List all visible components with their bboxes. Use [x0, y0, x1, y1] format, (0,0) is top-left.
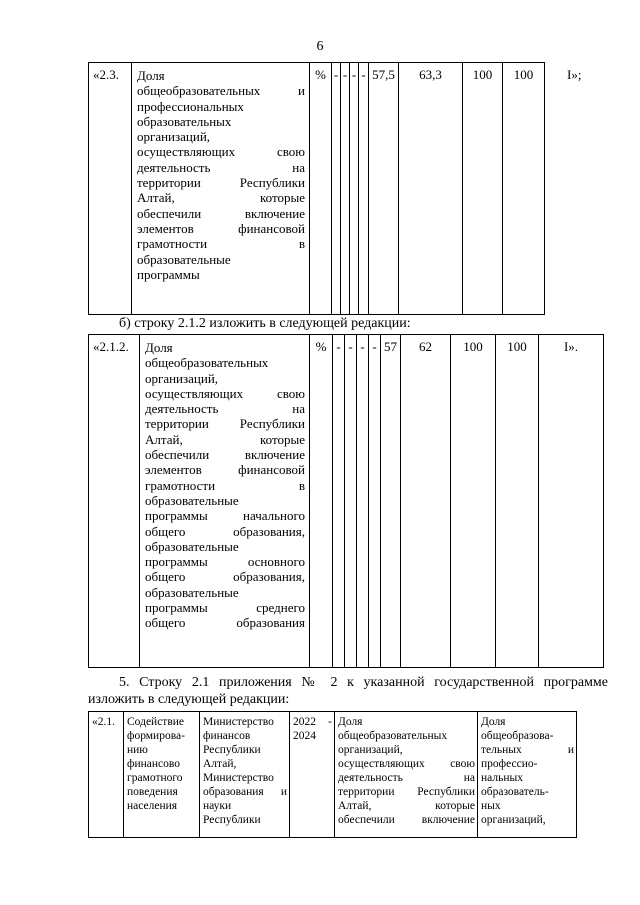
text-line: Доля	[137, 68, 165, 83]
text-line: Министерство	[203, 716, 274, 728]
text-line: элементов финансовой	[137, 220, 305, 236]
text-line: организаций,	[481, 814, 546, 826]
value-cell: 57,5	[369, 63, 399, 315]
text-line: осуществляющих свою	[137, 144, 305, 160]
indicator-description	[132, 63, 310, 315]
text-line: грамотности в	[137, 236, 305, 252]
paragraph-5-line-1: 5. Строку 2.1 приложения № 2 к указанной государственной программе	[119, 675, 608, 690]
text-line: обеспечили включение	[338, 814, 475, 826]
text-line: формирова-	[127, 730, 185, 742]
unit-cell: %	[310, 335, 333, 668]
text-line: Доля	[145, 340, 173, 355]
text-line: элементов финансовой	[145, 462, 305, 478]
value-cell: I»;	[545, 63, 604, 315]
text-line: профессиональных	[137, 98, 244, 114]
text-line: общего образования,	[145, 523, 305, 539]
implementation-period	[290, 712, 335, 838]
text-line: деятельность на	[338, 772, 475, 784]
dash-cell: -	[357, 335, 369, 668]
text-line: 2024	[293, 730, 316, 742]
indicator-description	[140, 335, 310, 668]
text-line: профессио-	[481, 758, 538, 770]
row-number: «2.3.	[89, 63, 132, 315]
dash-cell: -	[359, 63, 369, 315]
text-line: образовательные	[145, 538, 239, 554]
text-line: программы основного	[145, 554, 305, 570]
unit-cell: %	[310, 63, 332, 315]
text-line: организаций,	[137, 129, 211, 145]
text-line: общеобразовательных	[145, 355, 269, 371]
program-table-row-2-1	[88, 711, 577, 838]
text-line: нальных	[481, 772, 523, 784]
value-cell: 57	[381, 335, 401, 668]
text-line: организаций,	[145, 370, 219, 386]
text-line: нию	[127, 744, 148, 756]
text-line: грамотности в	[145, 477, 305, 493]
value-cell: 62	[401, 335, 451, 668]
text-line: программы среднего	[145, 600, 305, 616]
dash-cell: -	[345, 335, 357, 668]
text-line: осуществляющих свою	[145, 385, 305, 401]
text-line: Содействие	[127, 716, 185, 728]
text-line: общего образования	[145, 615, 305, 631]
text-line: образовательных	[137, 113, 232, 129]
text-line: Алтай, которые	[338, 800, 475, 812]
text-line: образователь-	[481, 786, 549, 798]
indicator-description	[335, 712, 478, 838]
text-line: общего образования,	[145, 569, 305, 585]
text-line: Алтай, которые	[145, 431, 305, 447]
text-line: населения	[127, 800, 178, 812]
text-line: общеобразова-	[481, 730, 554, 742]
text-line: Министерство	[203, 772, 274, 784]
dash-cell: -	[369, 335, 381, 668]
text-line: финансово	[127, 758, 180, 770]
dash-cell: -	[350, 63, 359, 315]
text-line: деятельность на	[137, 159, 305, 175]
text-line: территории Республики	[137, 175, 305, 191]
text-line: образовательные	[137, 251, 231, 267]
value-cell: 100	[463, 63, 503, 315]
paragraph-5-line-2: изложить в следующей редакции:	[88, 692, 290, 707]
responsible-executor	[200, 712, 290, 838]
indicator-table-row-2-3	[88, 62, 604, 315]
row-number: «2.1.	[89, 712, 124, 838]
indicator-table-row-2-1-2	[88, 334, 604, 668]
value-cell: 100	[451, 335, 496, 668]
text-line: образовательные	[145, 492, 239, 508]
text-line: обеспечили включение	[145, 447, 305, 463]
text-line: общеобразовательных и	[137, 83, 305, 99]
dash-cell: -	[341, 63, 350, 315]
text-line: Доля	[481, 716, 506, 728]
text-line: Доля	[338, 716, 363, 728]
text-line: 2022 -	[293, 716, 332, 728]
text-line: осуществляющих свою	[338, 758, 475, 770]
text-line: территории Республики	[145, 416, 305, 432]
paragraph-b: б) строку 2.1.2 изложить в следующей редакции:	[119, 316, 411, 331]
text-line: финансов	[203, 730, 251, 742]
text-line: деятельность на	[145, 401, 305, 417]
page-number: 6	[316, 39, 324, 54]
dash-cell: -	[332, 63, 341, 315]
text-line: Республики	[203, 744, 261, 756]
value-cell: I».	[539, 335, 604, 668]
text-line: Алтай, которые	[137, 190, 305, 206]
row-number: «2.1.2.	[89, 335, 140, 668]
value-cell: 100	[503, 63, 545, 315]
text-line: программы	[137, 266, 200, 282]
value-cell: 63,3	[399, 63, 463, 315]
text-line: территории Республики	[338, 786, 475, 798]
text-line: образования и	[203, 786, 287, 798]
text-line: грамотного	[127, 772, 183, 784]
text-line: науки	[203, 800, 232, 812]
text-line: обеспечили включение	[137, 205, 305, 221]
text-line: ных	[481, 800, 501, 812]
text-line: Алтай,	[203, 758, 237, 770]
text-line: Республики	[203, 814, 261, 826]
indicator-description-2	[478, 712, 577, 838]
text-line: поведения	[127, 786, 178, 798]
text-line: образовательные	[145, 584, 239, 600]
text-line: тельных и	[481, 744, 574, 756]
text-line: программы начального	[145, 508, 305, 524]
dash-cell: -	[333, 335, 345, 668]
text-line: организаций,	[338, 744, 403, 756]
text-line: общеобразовательных	[338, 730, 448, 742]
value-cell: 100	[496, 335, 539, 668]
measure-name	[124, 712, 200, 838]
